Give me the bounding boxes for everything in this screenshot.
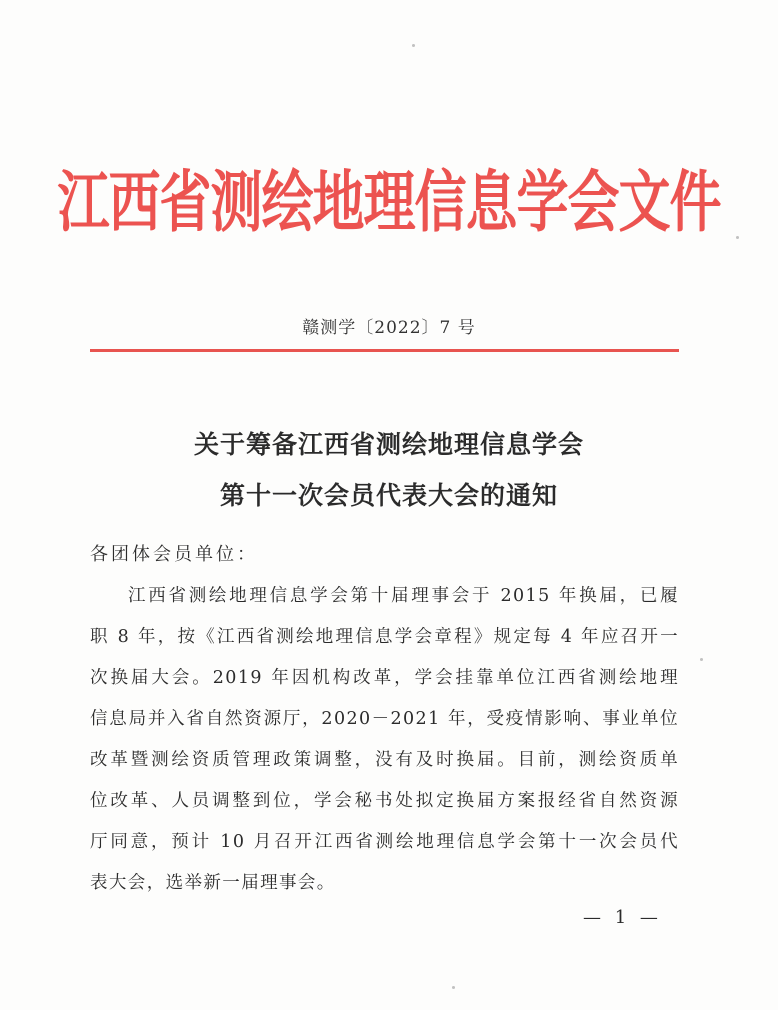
body-line: 江西省测绘地理信息学会第十届理事会于 2015 年换届，已履 — [128, 586, 679, 606]
scan-speck — [452, 986, 455, 989]
body-line: 职 8 年，按《江西省测绘地理信息学会章程》规定每 4 年应召开一 — [90, 627, 679, 647]
body-line: 厅同意，预计 10 月召开江西省测绘地理信息学会第十一次会员代 — [90, 832, 679, 852]
body-line: 改革暨测绘资质管理政策调整，没有及时换届。目前，测绘资质单 — [90, 750, 679, 770]
body-line: 表大会，选举新一届理事会。 — [90, 873, 336, 893]
document-header-title: 江西省测绘地理信息学会文件 — [57, 164, 721, 242]
notice-body — [90, 576, 679, 904]
body-line: 信息局并入省自然资源厅，2020－2021 年，受疫情影响、事业单位 — [90, 709, 679, 729]
red-divider-line — [90, 349, 679, 352]
body-line: 次换届大会。2019 年因机构改革，学会挂靠单位江西省测绘地理 — [90, 668, 679, 688]
document-number: 赣测学〔2022〕7 号 — [302, 318, 476, 338]
scan-speck — [700, 658, 703, 661]
body-line: 位改革、人员调整到位，学会秘书处拟定换届方案报经省自然资源 — [90, 791, 679, 811]
page-number: — 1 — — [583, 907, 662, 928]
notice-title-line-2: 第十一次会员代表大会的通知 — [219, 481, 558, 510]
notice-title-line-1: 关于筹备江西省测绘地理信息学会 — [193, 430, 584, 459]
salutation: 各团体会员单位： — [90, 544, 258, 565]
scan-speck — [412, 44, 415, 47]
